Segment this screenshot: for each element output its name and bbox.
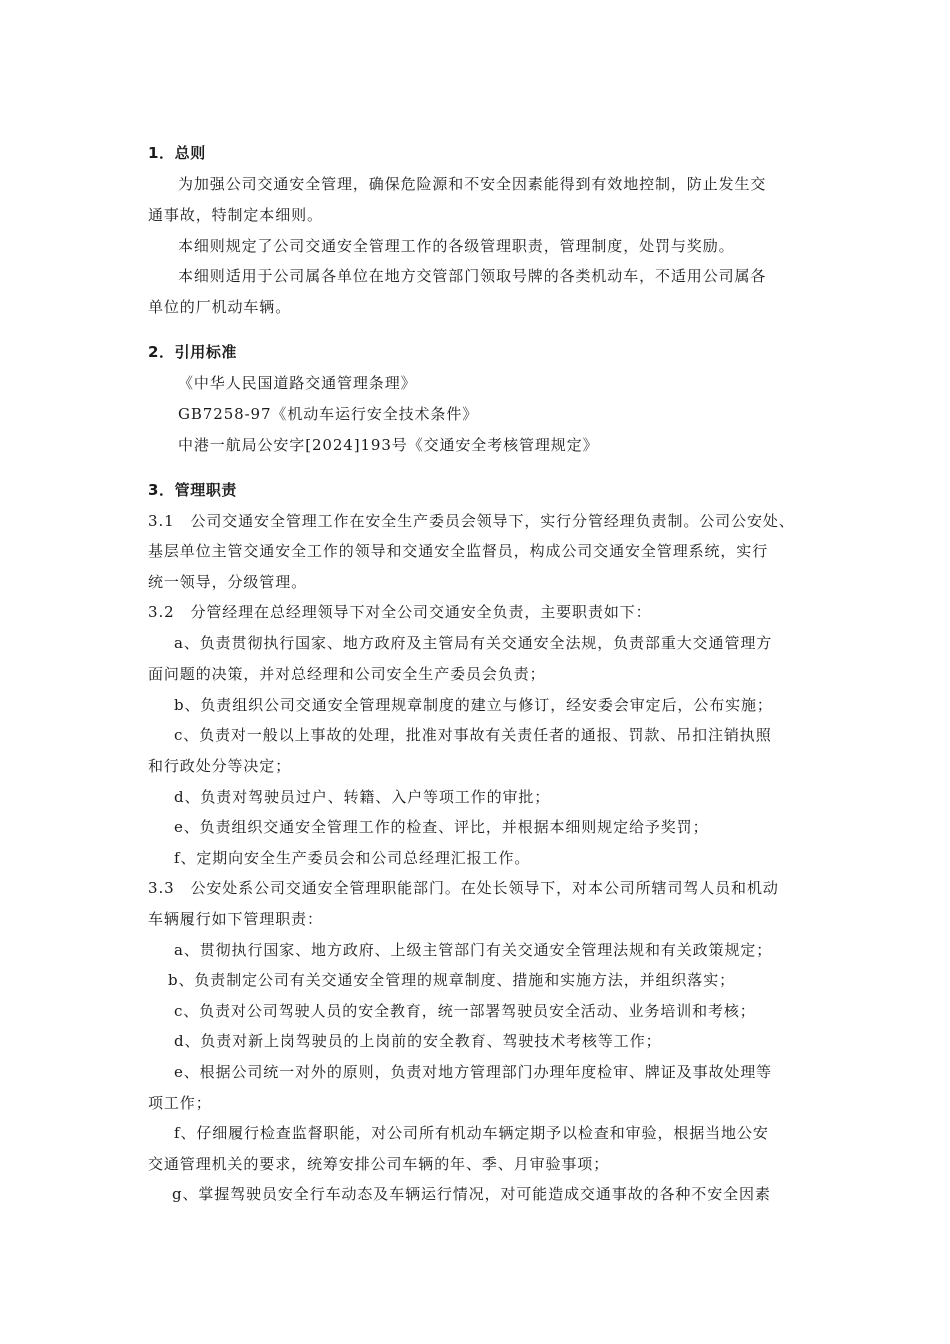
clause-line: d、负责对驾驶员过户、转籍、入户等项工作的审批； (174, 788, 551, 806)
clause-line: 基层单位主管交通安全工作的领导和交通安全监督员，构成公司交通安全管理系统，实行 (148, 542, 769, 560)
clause-line: 车辆履行如下管理职责： (148, 910, 323, 928)
clause-line: 面问题的决策，并对总经理和公司安全生产委员会负责； (148, 665, 546, 683)
paragraph-line: 本细则适用于公司属各单位在地方交管部门领取号牌的各类机动车，不适用公司属各 (178, 267, 767, 285)
clause-line: 项工作； (148, 1094, 212, 1112)
clause-line: e、负责组织交通安全管理工作的检查、评比，并根据本细则规定给予奖罚； (174, 818, 709, 836)
clause-line: c、负责对一般以上事故的处理，批准对事故有关责任者的通报、罚款、吊扣注销执照 (174, 726, 772, 744)
section-heading-general: 1．总则 (148, 144, 206, 162)
clause-line: f、定期向安全生产委员会和公司总经理汇报工作。 (174, 849, 531, 867)
clause-line: a、负责贯彻执行国家、地方政府及主管局有关交通安全法规，负责部重大交通管理方 (174, 634, 773, 652)
clause-line: 统一领导，分级管理。 (148, 573, 308, 591)
clause-line: 和行政处分等决定； (148, 757, 292, 775)
clause-line: e、根据公司统一对外的原则，负责对地方管理部门办理年度检审、牌证及事故处理等 (174, 1063, 773, 1081)
clause-line: a、贯彻执行国家、地方政府、上级主管部门有关交通安全管理法规和有关政策规定； (174, 941, 773, 959)
clause-line: 3.1 公司交通安全管理工作在安全生产委员会领导下，实行分管经理负责制。公司公安处、 (148, 512, 795, 530)
clause-line: 交通管理机关的要求，统筹安排公司车辆的年、季、月审验事项； (148, 1155, 610, 1173)
reference-item: GB7258-97《机动车运行安全技术条件》 (178, 405, 479, 423)
clause-line: g、掌握驾驶员安全行车动态及车辆运行情况，对可能造成交通事故的各种不安全因素 (172, 1185, 771, 1203)
paragraph-line: 为加强公司交通安全管理，确保危险源和不安全因素能得到有效地控制，防止发生交 (178, 175, 767, 193)
paragraph-line: 通事故，特制定本细则。 (148, 206, 323, 224)
clause-line: 3.2 分管经理在总经理领导下对全公司交通安全负责，主要职责如下： (148, 603, 652, 621)
paragraph-line: 本细则规定了公司交通安全管理工作的各级管理职责，管理制度，处罚与奖励。 (178, 237, 735, 255)
reference-item: 中港一航局公安字[2024]193号《交通安全考核管理规定》 (178, 436, 599, 454)
clause-line: f、仔细履行检查监督职能，对公司所有机动车辆定期予以检查和审验，根据当地公安 (174, 1124, 769, 1142)
clause-line: c、负责对公司驾驶人员的安全教育，统一部署驾驶员安全活动、业务培训和考核； (174, 1002, 756, 1020)
clause-line: 3.3 公安处系公司交通安全管理职能部门。在处长领导下，对本公司所辖司驾人员和机动 (148, 879, 779, 897)
section-heading-responsibilities: 3．管理职责 (148, 481, 238, 499)
paragraph-line: 单位的厂机动车辆。 (148, 298, 292, 316)
clause-line: b、负责制定公司有关交通安全管理的规章制度、措施和实施方法，并组织落实； (168, 971, 736, 989)
clause-line: d、负责对新上岗驾驶员的上岗前的安全教育、驾驶技术考核等工作； (174, 1032, 662, 1050)
clause-line: b、负责组织公司交通安全管理规章制度的建立与修订，经安委会审定后，公布实施； (174, 696, 773, 714)
reference-item: 《中华人民国道路交通管理条理》 (178, 374, 417, 392)
section-heading-references: 2．引用标准 (148, 343, 238, 361)
